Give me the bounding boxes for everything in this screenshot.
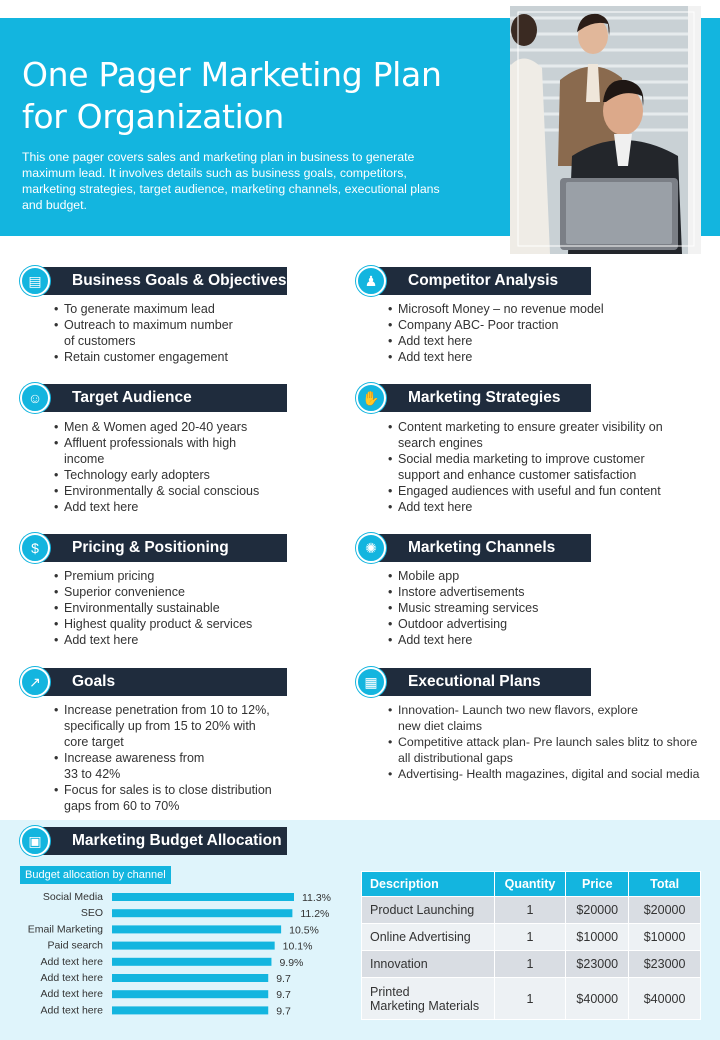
people-group-icon: ☺: [20, 383, 50, 413]
bar-value-label: 11.3%: [302, 892, 331, 904]
bar-value-label: 9.7: [276, 989, 291, 1002]
bar: [112, 893, 294, 901]
budget-table: [361, 871, 701, 1020]
channels-list: [388, 568, 718, 648]
table-cell: $20000: [566, 897, 629, 924]
bar: [112, 1006, 268, 1014]
list-item: • Competitive attack plan- Pre launch sales blitz to shore all distributional gaps: [388, 734, 720, 766]
business-goals-list: [54, 301, 294, 365]
table-row: [362, 924, 701, 951]
table-row: [362, 897, 701, 924]
bar-category-label: Email Marketing: [27, 923, 103, 936]
network-icon: ✺: [356, 533, 386, 563]
budget-bar-chart: [0, 890, 340, 1025]
list-item: • Add text here: [388, 499, 718, 515]
list-item: • Focus for sales is to close distribution gaps from 60 to 70%: [54, 782, 299, 814]
briefcase-icon: ▤: [20, 266, 50, 296]
section-goals-header: Goals: [38, 668, 287, 696]
list-item: • Engaged audiences with useful and fun content: [388, 483, 718, 499]
table-cell: Innovation: [362, 951, 495, 978]
bar: [112, 974, 268, 982]
bar: [112, 909, 292, 917]
section-channels-header: Marketing Channels: [374, 534, 591, 562]
team-photo: [510, 6, 701, 254]
list-item: • Music streaming services: [388, 600, 718, 616]
section-target-audience-header: Target Audience: [38, 384, 287, 412]
strategies-list: [388, 419, 718, 515]
bar-value-label: 11.2%: [300, 908, 330, 921]
bar: [112, 990, 268, 998]
list-item: • Premium pricing: [54, 568, 294, 584]
bar-value-label: 9.7: [276, 1005, 291, 1018]
list-item: • Increase penetration from 10 to 12%, specifically up from 15 to 20% with core target: [54, 702, 299, 750]
goals-list: [54, 702, 299, 814]
table-header: Description: [362, 872, 495, 897]
list-item: • Add text here: [388, 349, 718, 365]
bar: [112, 942, 275, 950]
table-header: Quantity: [494, 872, 566, 897]
table-header: Price: [566, 872, 629, 897]
bar: [112, 925, 281, 933]
section-business-goals-header: Business Goals & Objectives: [38, 267, 287, 295]
table-cell: $23000: [566, 951, 629, 978]
chart-title: Budget allocation by channel: [20, 866, 171, 884]
section-pricing-header: Pricing & Positioning: [38, 534, 287, 562]
bar: [112, 958, 271, 966]
person-chart-icon: ♟: [356, 266, 386, 296]
bar-category-label: SEO: [80, 907, 103, 920]
list-item: • Increase awareness from 33 to 42%: [54, 750, 299, 782]
budget-icon: ▣: [20, 826, 50, 856]
table-cell: Online Advertising: [362, 924, 495, 951]
executional-list: [388, 702, 720, 782]
list-item: • Innovation- Launch two new flavors, explore new diet claims: [388, 702, 720, 734]
money-bag-icon: $: [20, 533, 50, 563]
table-row: [362, 978, 701, 1020]
table-cell: 1: [494, 951, 566, 978]
list-item: • Outdoor advertising: [388, 616, 718, 632]
table-cell: $10000: [629, 924, 701, 951]
list-item: • Content marketing to ensure greater visibility on search engines: [388, 419, 718, 451]
list-item: • Outreach to maximum number of customers: [54, 317, 294, 349]
bar-value-label: 10.5%: [289, 924, 319, 937]
list-item: • Add text here: [54, 499, 294, 515]
list-item: • Superior convenience: [54, 584, 294, 600]
bar-category-label: Add text here: [40, 955, 103, 968]
table-cell: 1: [494, 897, 566, 924]
list-item: • Retain customer engagement: [54, 349, 294, 365]
table-cell: $10000: [566, 924, 629, 951]
table-cell: 1: [494, 978, 566, 1020]
handshake-icon: ✋: [356, 383, 386, 413]
list-item: • Instore advertisements: [388, 584, 718, 600]
table-cell: $23000: [629, 951, 701, 978]
bar-category-label: Social Media: [42, 891, 103, 903]
list-item: • Environmentally & social conscious: [54, 483, 294, 499]
bar-category-label: Add text here: [40, 988, 103, 1001]
target-audience-list: [54, 419, 294, 515]
list-item: • Microsoft Money – no revenue model: [388, 301, 718, 317]
table-header: Total: [629, 872, 701, 897]
table-row: [362, 951, 701, 978]
document-icon: ▦: [356, 667, 386, 697]
bar-value-label: 9.7: [276, 973, 291, 985]
list-item: • To generate maximum lead: [54, 301, 294, 317]
list-item: • Add text here: [54, 632, 294, 648]
competitor-list: [388, 301, 718, 365]
list-item: • Men & Women aged 20-40 years: [54, 419, 294, 435]
table-cell: Product Launching: [362, 897, 495, 924]
bar-value-label: 9.9%: [279, 956, 304, 969]
table-cell: $40000: [566, 978, 629, 1020]
list-item: • Highest quality product & services: [54, 616, 294, 632]
section-executional-header: Executional Plans: [374, 668, 591, 696]
table-cell: 1: [494, 924, 566, 951]
list-item: • Social media marketing to improve customer support and enhance customer satisfaction: [388, 451, 718, 483]
list-item: • Add text here: [388, 632, 718, 648]
section-budget-header: Marketing Budget Allocation: [38, 827, 287, 855]
list-item: • Advertising- Health magazines, digital and social media: [388, 766, 720, 782]
pricing-list: [54, 568, 294, 648]
bar-category-label: Paid search: [47, 939, 103, 952]
growth-icon: ↗: [20, 667, 50, 697]
list-item: • Add text here: [388, 333, 718, 349]
section-strategies-header: Marketing Strategies: [374, 384, 591, 412]
bar-category-label: Add text here: [40, 972, 103, 984]
list-item: • Technology early adopters: [54, 467, 294, 483]
table-cell: $20000: [629, 897, 701, 924]
page-title: One Pager Marketing Plan for Organization: [22, 55, 442, 136]
table-cell: $40000: [629, 978, 701, 1020]
bar-category-label: Add text here: [40, 1004, 103, 1017]
list-item: • Affluent professionals with high income: [54, 435, 294, 467]
bar-value-label: 10.1%: [282, 940, 313, 953]
list-item: • Company ABC- Poor traction: [388, 317, 718, 333]
list-item: • Mobile app: [388, 568, 718, 584]
section-competitor-header: Competitor Analysis: [374, 267, 591, 295]
page-description: This one pager covers sales and marketing plan in business to generate maximum lead. It involves details such as business goals, competitors, marketing strategies, target audience, marketing channels, executional plans and budget.: [22, 150, 440, 212]
table-cell: Printed Marketing Materials: [362, 978, 495, 1020]
list-item: • Environmentally sustainable: [54, 600, 294, 616]
